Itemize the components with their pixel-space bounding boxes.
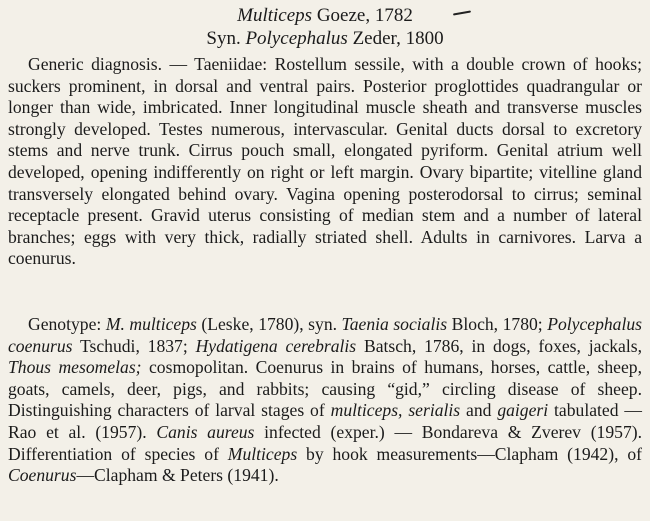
species-names: multiceps, serialis	[330, 400, 461, 421]
synonym-species: Hydatigena cerebralis	[195, 335, 357, 356]
synonym-heading	[0, 28, 650, 49]
generic-diagnosis-paragraph: Generic diagnosis. — Taeniidae: Rostellum sessile, with a double crown of hooks; suckers prominent, in dorsal and ventral pairs. Posterior proglottides quadrangular or longer than wide, imbricated. Inner longitudinal muscle sheath and transverse muscles strongly developed. Testes numerous, intervascular. Genital ducts dorsal to excretory stems and nerve trunk. Cirrus pouch small, elongated pyriform. Genital atrium well developed, opening indifferently on right or left margin. Ovary bipartite; vitelline gland transversely elongated behind ovary. Vagina opening posterodorsal to cirrus; seminal receptacle present. Gravid uterus consisting of median stem and a number of lateral branches; eggs with very thick, radially striated shell. Adults in carnivores. Larva a coenurus.	[8, 54, 642, 269]
host-species: Thous mesomelas;	[8, 357, 142, 378]
genotype-text: (Leske, 1780), syn.	[196, 314, 342, 334]
host-species: Canis aureus	[156, 421, 255, 442]
synonym-species: Taenia socialis	[341, 314, 448, 334]
synonym-species: Polycephalus coenurus	[8, 314, 642, 356]
genus-name-inline: Multiceps	[227, 443, 298, 464]
genotype-text: Bloch, 1780;	[447, 314, 548, 334]
genotype-text: tabulated — Rao et al. (1957).	[8, 400, 643, 442]
larva-name: Coenurus	[8, 465, 77, 486]
genotype-text: Batsch, 1786, in dogs, foxes, jackals,	[356, 335, 642, 356]
genotype-paragraph	[8, 314, 642, 487]
species-name: gaigeri	[497, 400, 549, 421]
genotype-text: —Clapham & Peters (1941).	[76, 465, 279, 486]
genotype-species: M. multiceps	[105, 314, 197, 334]
synonym-author: Zeder, 1800	[347, 28, 444, 49]
synonym-genus: Polycephalus	[245, 28, 348, 49]
genotype-text: Genotype:	[28, 314, 106, 334]
genotype-text: by hook measurements—Clapham (1942), of	[297, 443, 642, 464]
genotype-text: Tschudi, 1837;	[72, 335, 196, 356]
synonym-label: Syn.	[206, 28, 246, 49]
genus-name: Multiceps	[237, 5, 313, 26]
genus-author: Goeze, 1782	[312, 5, 413, 26]
genotype-text: and	[460, 400, 498, 421]
genotype-text: cosmopolitan. Coenurus in brains of humans, horses, cattle, sheep, goats, camels, deer, pigs, and rabbits; causing “gid,” circling disease of sheep. Distinguishing characters of larval stages of	[8, 357, 642, 421]
genotype-text: infected (exper.) — Bondareva & Zverev (1957). Differentiation of species of	[8, 421, 642, 464]
genus-heading	[0, 5, 650, 26]
